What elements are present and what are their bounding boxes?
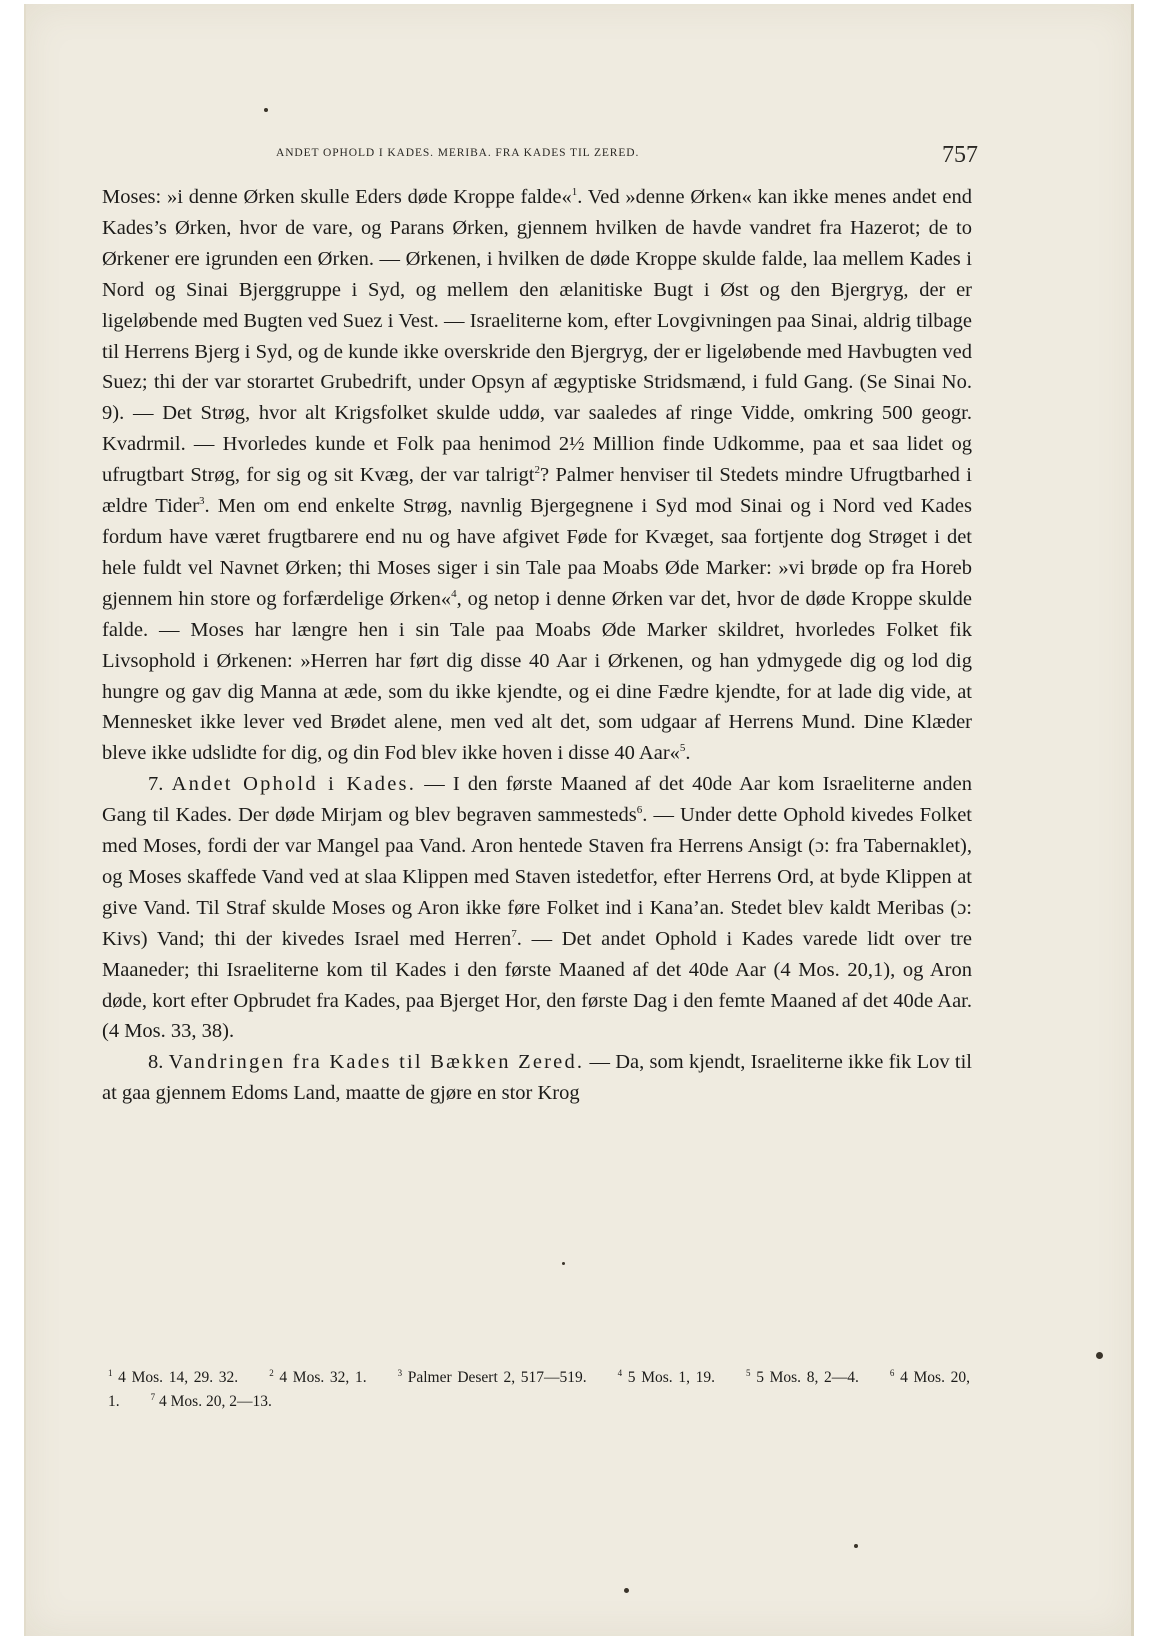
footnote-text: Palmer Desert 2, 517—519. bbox=[402, 1369, 587, 1386]
paragraph bbox=[102, 1047, 972, 1109]
footnote-ref: 2 bbox=[534, 464, 540, 477]
footnote-ref: 5 bbox=[679, 742, 686, 755]
footnote bbox=[151, 1393, 272, 1410]
text-run: . Ved »denne Ørken« kan ikke menes andet end Kades’s Ørken, hvor de vare, og Parans Ørken, gjennem hvilken de havde vandret fra Hazerot; de to Ørkener ere igrunden een Ørken. — Ørkenen, i hvilken de døde Kroppe skulde falde, laa mellem Kades i Nord og Sinai Bjerggruppe i Syd, og mellem den ælanitiske Bugt i Øst og den Bjergryg, der er ligeløbende med Bugten ved Suez i Vest. — Israeliterne kom, efter Lovgivningen paa Sinai, aldrig tilbage til Herrens Bjerg i Syd, og de kunde ikke overskride den Bjergryg, der er ligeløbende med Havbugten ved Suez; thi der var storartet Grubedrift, under Opsyn af ægyptiske Stridsmænd, i fuld Gang. (Se Sinai No. 9). — Det Strøg, hvor alt Krigsfolket skulde uddø, var saaledes af ringe Vidde, omkring 500 geogr. Kvadrmil. — Hvorledes kunde et Folk paa henimod 2½ Million finde Udkomme, paa et saa lidet og ufrugtbart Strøg, for sig og sit Kvæg, der var talrigt bbox=[102, 186, 972, 487]
text-run: , og netop i denne Ørken var det, hvor de døde Kroppe skulde falde. — Moses har længre hen i sin Tale paa Moabs Øde Marker skildret, hvorledes Folket fik Livsophold i Ørkenen: »Herren har ført dig disse 40 Aar i Ørkenen, og han ydmygede dig og lod dig hungre og gav dig Manna at æde, som du ikke kjendte, og ei dine Fædre kjendte, for at lade dig vide, at Mennesket ikke lever ved Brødet alene, men ved alt det, som udgaar af Herrens Mund. Dine Klæder bleve ikke udslidte for dig, og din Fod blev ikke hoven i disse 40 Aar« bbox=[102, 587, 972, 765]
footnote-text: 4 Mos. 14, 29. 32. bbox=[112, 1369, 239, 1386]
footnotes bbox=[108, 1366, 970, 1414]
text-run: — Da, som kjendt, Israeliterne ikke fik Lov til at gaa gjennem Edoms Land, maatte de gjøre en stor Krog bbox=[102, 1051, 973, 1105]
footnote-text: 4 Mos. 32, 1. bbox=[273, 1369, 367, 1386]
text-run: 7. bbox=[148, 773, 172, 796]
body-text bbox=[102, 182, 972, 1109]
paragraph bbox=[102, 182, 972, 769]
footnote bbox=[398, 1369, 587, 1386]
page-number: 757 bbox=[942, 142, 978, 168]
footnote-text: 4 Mos. 20, 2—13. bbox=[155, 1393, 272, 1410]
footnote-ref: 6 bbox=[636, 804, 643, 817]
footnote-number: 7 bbox=[150, 1392, 156, 1402]
ink-speck bbox=[562, 1262, 565, 1265]
text-run: . — Det andet Ophold i Kades varede lidt over tre Maaneder; thi Israeliterne kom til Kades i den første Maaned af det 40de Aar (4 Mos. 20,1), og Aron døde, kort efter Opbrudet fra Kades, paa Bjerget Hor, den første Dag i den femte Maaned af det 40de Aar. (4 Mos. 33, 38). bbox=[102, 927, 972, 1043]
book-page bbox=[24, 4, 1134, 1636]
footnote-number: 5 bbox=[746, 1368, 751, 1378]
ink-speck bbox=[264, 108, 268, 112]
footnote bbox=[618, 1369, 715, 1386]
ink-speck bbox=[1096, 1352, 1103, 1359]
footnote-text: 4 Mos. 20, 1. bbox=[108, 1369, 970, 1410]
footnote-number: 3 bbox=[397, 1368, 403, 1378]
ink-speck bbox=[854, 1544, 858, 1548]
paragraph bbox=[102, 769, 972, 1047]
footnote-number: 1 bbox=[108, 1368, 113, 1378]
footnote-ref: 4 bbox=[451, 587, 457, 600]
footnote-ref: 3 bbox=[199, 495, 205, 508]
running-header: ANDET OPHOLD I KADES. MERIBA. FRA KADES TIL ZERED. bbox=[276, 147, 640, 159]
footnote bbox=[746, 1369, 859, 1386]
text-run: ? Palmer henviser til Stedets mindre Ufrugtbarhed i ældre Tider bbox=[102, 464, 972, 518]
footnote-text: 5 Mos. 8, 2—4. bbox=[750, 1369, 859, 1386]
footnote-number: 6 bbox=[889, 1368, 895, 1378]
text-run: . — Under dette Ophold kivedes Folket med Moses, fordi der var Mangel paa Vand. Aron hentede Staven fra Herrens Ansigt (ɔ: fra Tabernaklet), og Moses skaffede Vand ved at slaa Klippen med Staven istedetfor, efter Herrens Ord, at byde Klippen at give Vand. Til Straf skulde Moses og Aron ikke føre Folket ind i Kana’an. Stedet blev kaldt Meribas (ɔ: Kivs) Vand; thi der kivedes Israel med Herren bbox=[102, 804, 972, 950]
section-heading: Andet Ophold i Kades. bbox=[171, 773, 417, 796]
section-heading: Vandringen fra Kades til Bækken Zered. bbox=[168, 1051, 585, 1074]
text-run: Moses: »i denne Ørken skulle Eders døde Kroppe falde« bbox=[102, 186, 572, 208]
text-run: . bbox=[685, 742, 691, 765]
footnote-text: 5 Mos. 1, 19. bbox=[622, 1369, 716, 1386]
text-run: . Men om end enkelte Strøg, navnlig Bjergegnene i Syd mod Sinai og i Nord ved Kades fordum have været frugtbarere end nu og have afgivet Føde for Kvæget, saa fortjente dog Strøget i det hele fuldt vel Navnet Ørken; thi Moses siger i sin Tale paa Moabs Øde Marker: »vi brøde op fra Horeb gjennem hin store og forfærdelige Ørken« bbox=[102, 495, 972, 610]
footnote-ref: 7 bbox=[511, 927, 517, 940]
ink-speck bbox=[624, 1588, 629, 1593]
footnote bbox=[108, 1369, 238, 1386]
footnote-number: 2 bbox=[269, 1368, 274, 1378]
footnote-ref: 1 bbox=[571, 186, 578, 198]
text-run: 8. bbox=[148, 1051, 169, 1074]
footnote bbox=[269, 1369, 366, 1386]
footnote-number: 4 bbox=[617, 1368, 623, 1378]
text-run: — I den første Maaned af det 40de Aar kom Israeliterne anden Gang til Kades. Der døde Mirjam og blev begraven sammesteds bbox=[102, 773, 972, 827]
